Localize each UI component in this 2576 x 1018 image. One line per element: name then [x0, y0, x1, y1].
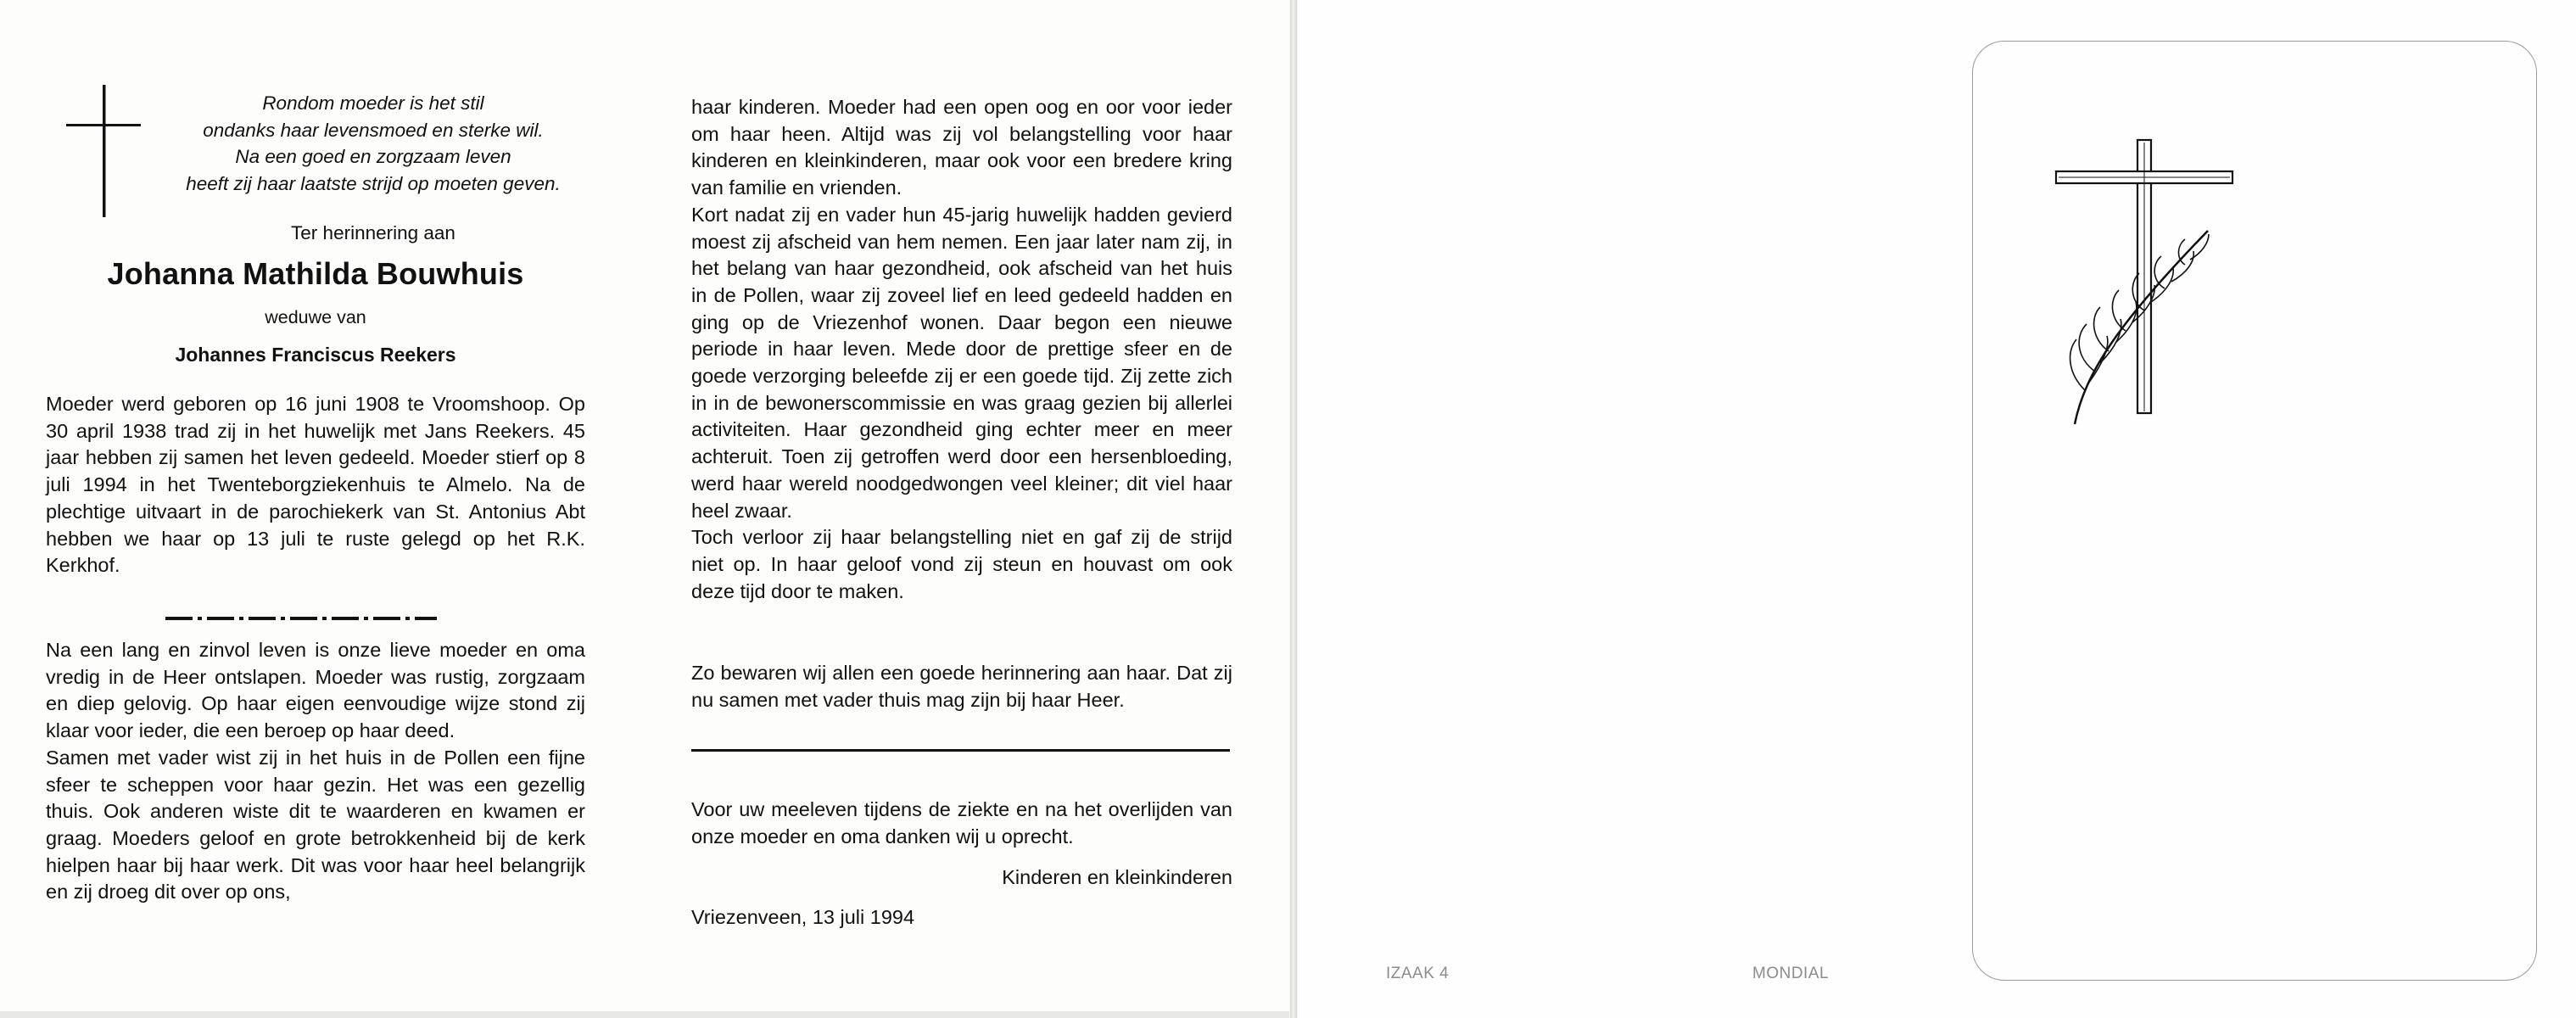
poem	[153, 90, 594, 197]
divider-line	[691, 749, 1230, 752]
poem-line: ondanks haar levensmoed en sterke wil.	[203, 119, 544, 141]
imprint-code: IZAAK 4	[1386, 965, 1450, 982]
cross-icon	[61, 85, 146, 217]
deceased-name: Johanna Mathilda Bouwhuis	[107, 256, 524, 291]
later-life-paragraph: Kort nadat zij en vader hun 45-jarig huwelijk hadden gevierd moest zij afscheid van hem nemen. Een jaar later nam zij, in het belang van haar gezondheid, ook afscheid van het huis in de Pollen, waar zij zoveel lief en leed gedeeld hadden en ging op de Vriezenhof wonen. Daar begon een nieuwe periode in haar leven. Mede door de prettige sfeer en de goede verzorging beleefde zij er een goede tijd. Zij zette zich in in de bewonerscommissie en was graag gezien bij allerlei activiteiten. Haar gezondheid ging echter meer en meer achteruit. Toen zij getroffen werd door een hersenbloeding, werd haar wereld noodgedwongen veel kleiner; dit viel haar heel zwaar.	[691, 203, 1232, 522]
poem-line: Na een goed en zorgzaam leven	[235, 146, 511, 167]
left-text-block	[46, 637, 585, 906]
continued-paragraph: haar kinderen. Moeder had een open oog en oor voor ieder om haar heen. Altijd was zij vol belangstelling voor haar kinderen en kleinkinderen, maar ook voor een bredere kring van familie en vrienden.	[691, 96, 1232, 199]
family-paragraph: Samen met vader wist zij in het huis in de Pollen een fijne sfeer te scheppen voor haar gezin. Het was een gezellig thuis. Ook anderen wiste dit te waarderen en kwamen er graag. Moeders geloof en grote betrokkenheid bij de kerk hielpen haar bij haar werk. Dit was voor haar heel belangrijk en zij droeg dit over op ons,	[46, 746, 585, 903]
page-edge	[0, 1011, 1289, 1018]
card-fold	[1290, 0, 1297, 1018]
ornamental-divider	[165, 617, 437, 620]
in-memory-of: Ter herinnering aan	[291, 222, 455, 243]
place-date: Vriezenveen, 13 juli 1994	[691, 906, 915, 928]
biography-paragraph: Moeder werd geboren op 16 juni 1908 te Vroomshoop. Op 30 april 1938 trad zij in het huwelijk met Jans Reekers. 45 jaar hebben zij samen het leven gedeeld. Moeder stierf op 8 juli 1994 in het Twenteborgziekenhuis te Almelo. Na de plechtige uitvaart in de parochiekerk van St. Antonius Abt hebben we haar op 13 juli te ruste gelegd op het R.K. Kerkhof.	[46, 393, 585, 577]
husband-name: Johannes Franciscus Reekers	[175, 344, 456, 366]
cross-with-palm-icon	[2051, 136, 2238, 433]
closing-paragraph: Zo bewaren wij allen een goede herinnering aan haar. Dat zij nu samen met vader thuis mag zijn bij haar Heer.	[691, 662, 1232, 711]
widow-of-label: weduwe van	[265, 307, 366, 327]
signature: Kinderen en kleinkinderen	[1002, 866, 1232, 888]
thanks-paragraph: Voor uw meeleven tijdens de ziekte en na het overlijden van onze moeder en oma danken wij u oprecht.	[691, 798, 1232, 847]
tribute-paragraph: Na een lang en zinvol leven is onze lieve moeder en oma vredig in de Heer ontslapen. Moeder was rustig, zorgzaam en diep gelovig. Op haar eigen eenvoudige wijze stond zij klaar voor ieder, die een beroep op haar deed.	[46, 639, 585, 742]
poem-line: heeft zij haar laatste strijd op moeten geven.	[186, 172, 561, 194]
imprint-brand: MONDIAL	[1752, 965, 1830, 982]
poem-line: Rondom moeder is het stil	[262, 92, 484, 114]
faith-paragraph: Toch verloor zij haar belangstelling niet en gaf zij de strijd niet op. In haar geloof vond zij steun en houvast om ook deze tijd door te maken.	[691, 526, 1232, 602]
right-text-block	[691, 94, 1232, 605]
